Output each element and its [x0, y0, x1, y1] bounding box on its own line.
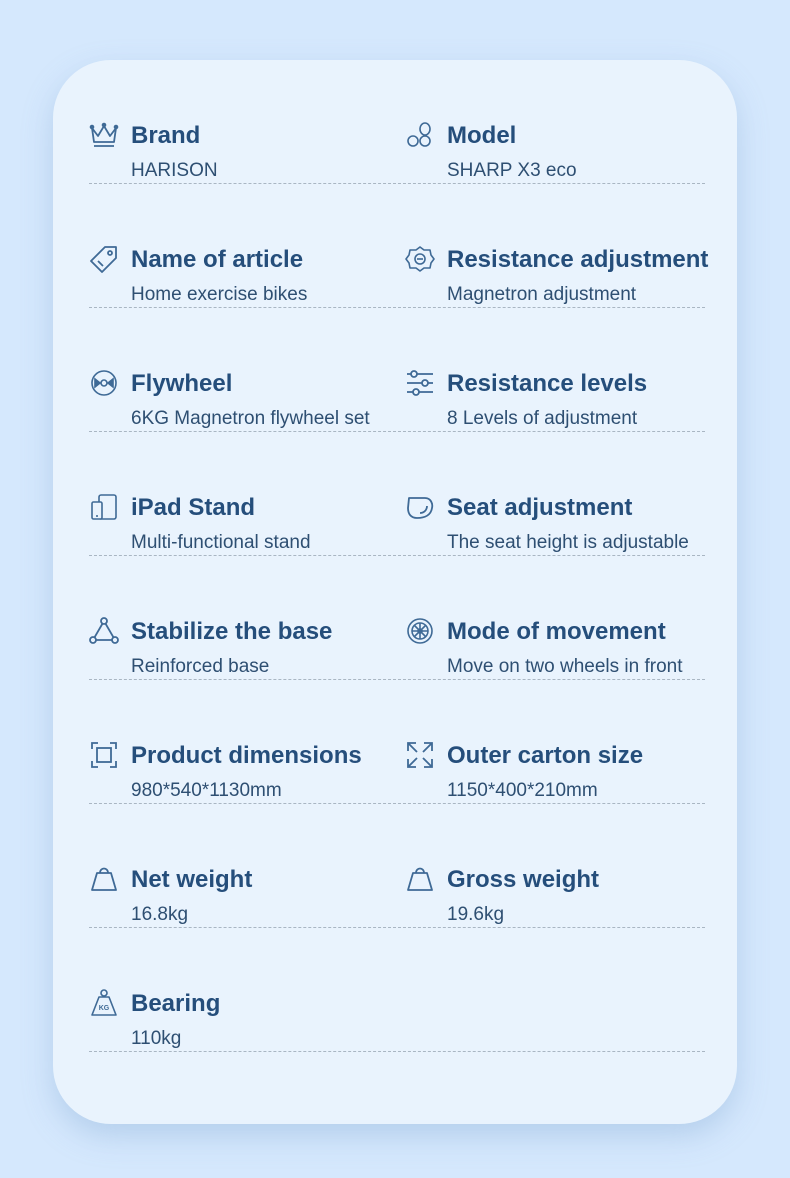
spec-value: 110kg	[131, 1028, 182, 1049]
spec-item-seat-adjustment	[405, 432, 705, 556]
spec-row	[89, 308, 705, 432]
kg-text: KG	[98, 1005, 110, 1012]
frame-icon	[89, 740, 119, 770]
spec-label: Name of article	[131, 246, 304, 273]
spec-item-resistance-adjustment	[405, 184, 709, 308]
spec-row	[89, 184, 709, 308]
spec-row	[89, 556, 705, 680]
spec-row	[89, 432, 705, 556]
spec-item-name-of-article	[89, 184, 401, 308]
wheel-icon	[405, 616, 435, 646]
spec-label: Brand	[131, 122, 201, 149]
flywheel-icon	[89, 368, 119, 398]
spec-label: Resistance adjustment	[447, 246, 709, 273]
spec-value: 1150*400*210mm	[447, 780, 598, 801]
divider	[89, 1051, 705, 1052]
spec-value: 6KG Magnetron flywheel set	[131, 408, 370, 429]
spec-item-stabilize-the-base	[89, 556, 401, 680]
spec-label: Bearing	[131, 990, 221, 1017]
spec-label: Product dimensions	[131, 742, 362, 769]
spec-item-brand	[89, 60, 401, 184]
spec-value: 16.8kg	[131, 904, 189, 925]
spec-value: 19.6kg	[447, 904, 505, 925]
spec-value: HARISON	[131, 160, 218, 181]
spec-value: 8 Levels of adjustment	[447, 408, 638, 429]
seat-icon	[405, 492, 435, 522]
spec-item-resistance-levels	[405, 308, 705, 432]
spec-label: Seat adjustment	[447, 494, 633, 521]
spec-card	[53, 60, 737, 1124]
spec-item-ipad-stand	[89, 432, 401, 556]
spec-value: Reinforced base	[131, 656, 270, 677]
spec-item-bearing	[89, 928, 401, 1052]
tablet-icon	[89, 492, 119, 522]
spec-value: Home exercise bikes	[131, 284, 308, 305]
spec-item-model	[405, 60, 705, 184]
spec-value: The seat height is adjustable	[447, 532, 689, 553]
spec-value: 980*540*1130mm	[131, 780, 282, 801]
spec-item-net-weight	[89, 804, 401, 928]
spec-item-product-dimensions	[89, 680, 401, 804]
circles-icon	[405, 120, 435, 150]
spec-label: Model	[447, 122, 517, 149]
spec-row	[89, 60, 705, 184]
crown-icon	[89, 120, 119, 150]
spec-row	[89, 928, 705, 1052]
spec-value: Multi-functional stand	[131, 532, 311, 553]
spec-row	[89, 680, 705, 804]
spec-label: Resistance levels	[447, 370, 648, 397]
spec-label: Mode of movement	[447, 618, 666, 645]
spec-value: SHARP X3 eco	[447, 160, 577, 181]
spec-item-flywheel	[89, 308, 401, 432]
tag-icon	[89, 244, 119, 274]
expand-icon	[405, 740, 435, 770]
sliders-icon	[405, 368, 435, 398]
spec-value: Move on two wheels in front	[447, 656, 683, 677]
spec-item-mode-of-movement	[405, 556, 705, 680]
spec-label: iPad Stand	[131, 494, 256, 521]
triangle-icon	[89, 616, 119, 646]
spec-item-gross-weight	[405, 804, 705, 928]
spec-label: Net weight	[131, 866, 253, 893]
spec-label: Outer carton size	[447, 742, 644, 769]
badge-icon	[405, 244, 435, 274]
spec-label: Stabilize the base	[131, 618, 333, 645]
bag-icon	[405, 864, 435, 894]
kg-weight-icon	[89, 988, 119, 1018]
spec-value: Magnetron adjustment	[447, 284, 637, 305]
spec-row	[89, 804, 705, 928]
spec-label: Gross weight	[447, 866, 600, 893]
spec-item-outer-carton-size	[405, 680, 705, 804]
spec-label: Flywheel	[131, 370, 233, 397]
bag-icon	[89, 864, 119, 894]
